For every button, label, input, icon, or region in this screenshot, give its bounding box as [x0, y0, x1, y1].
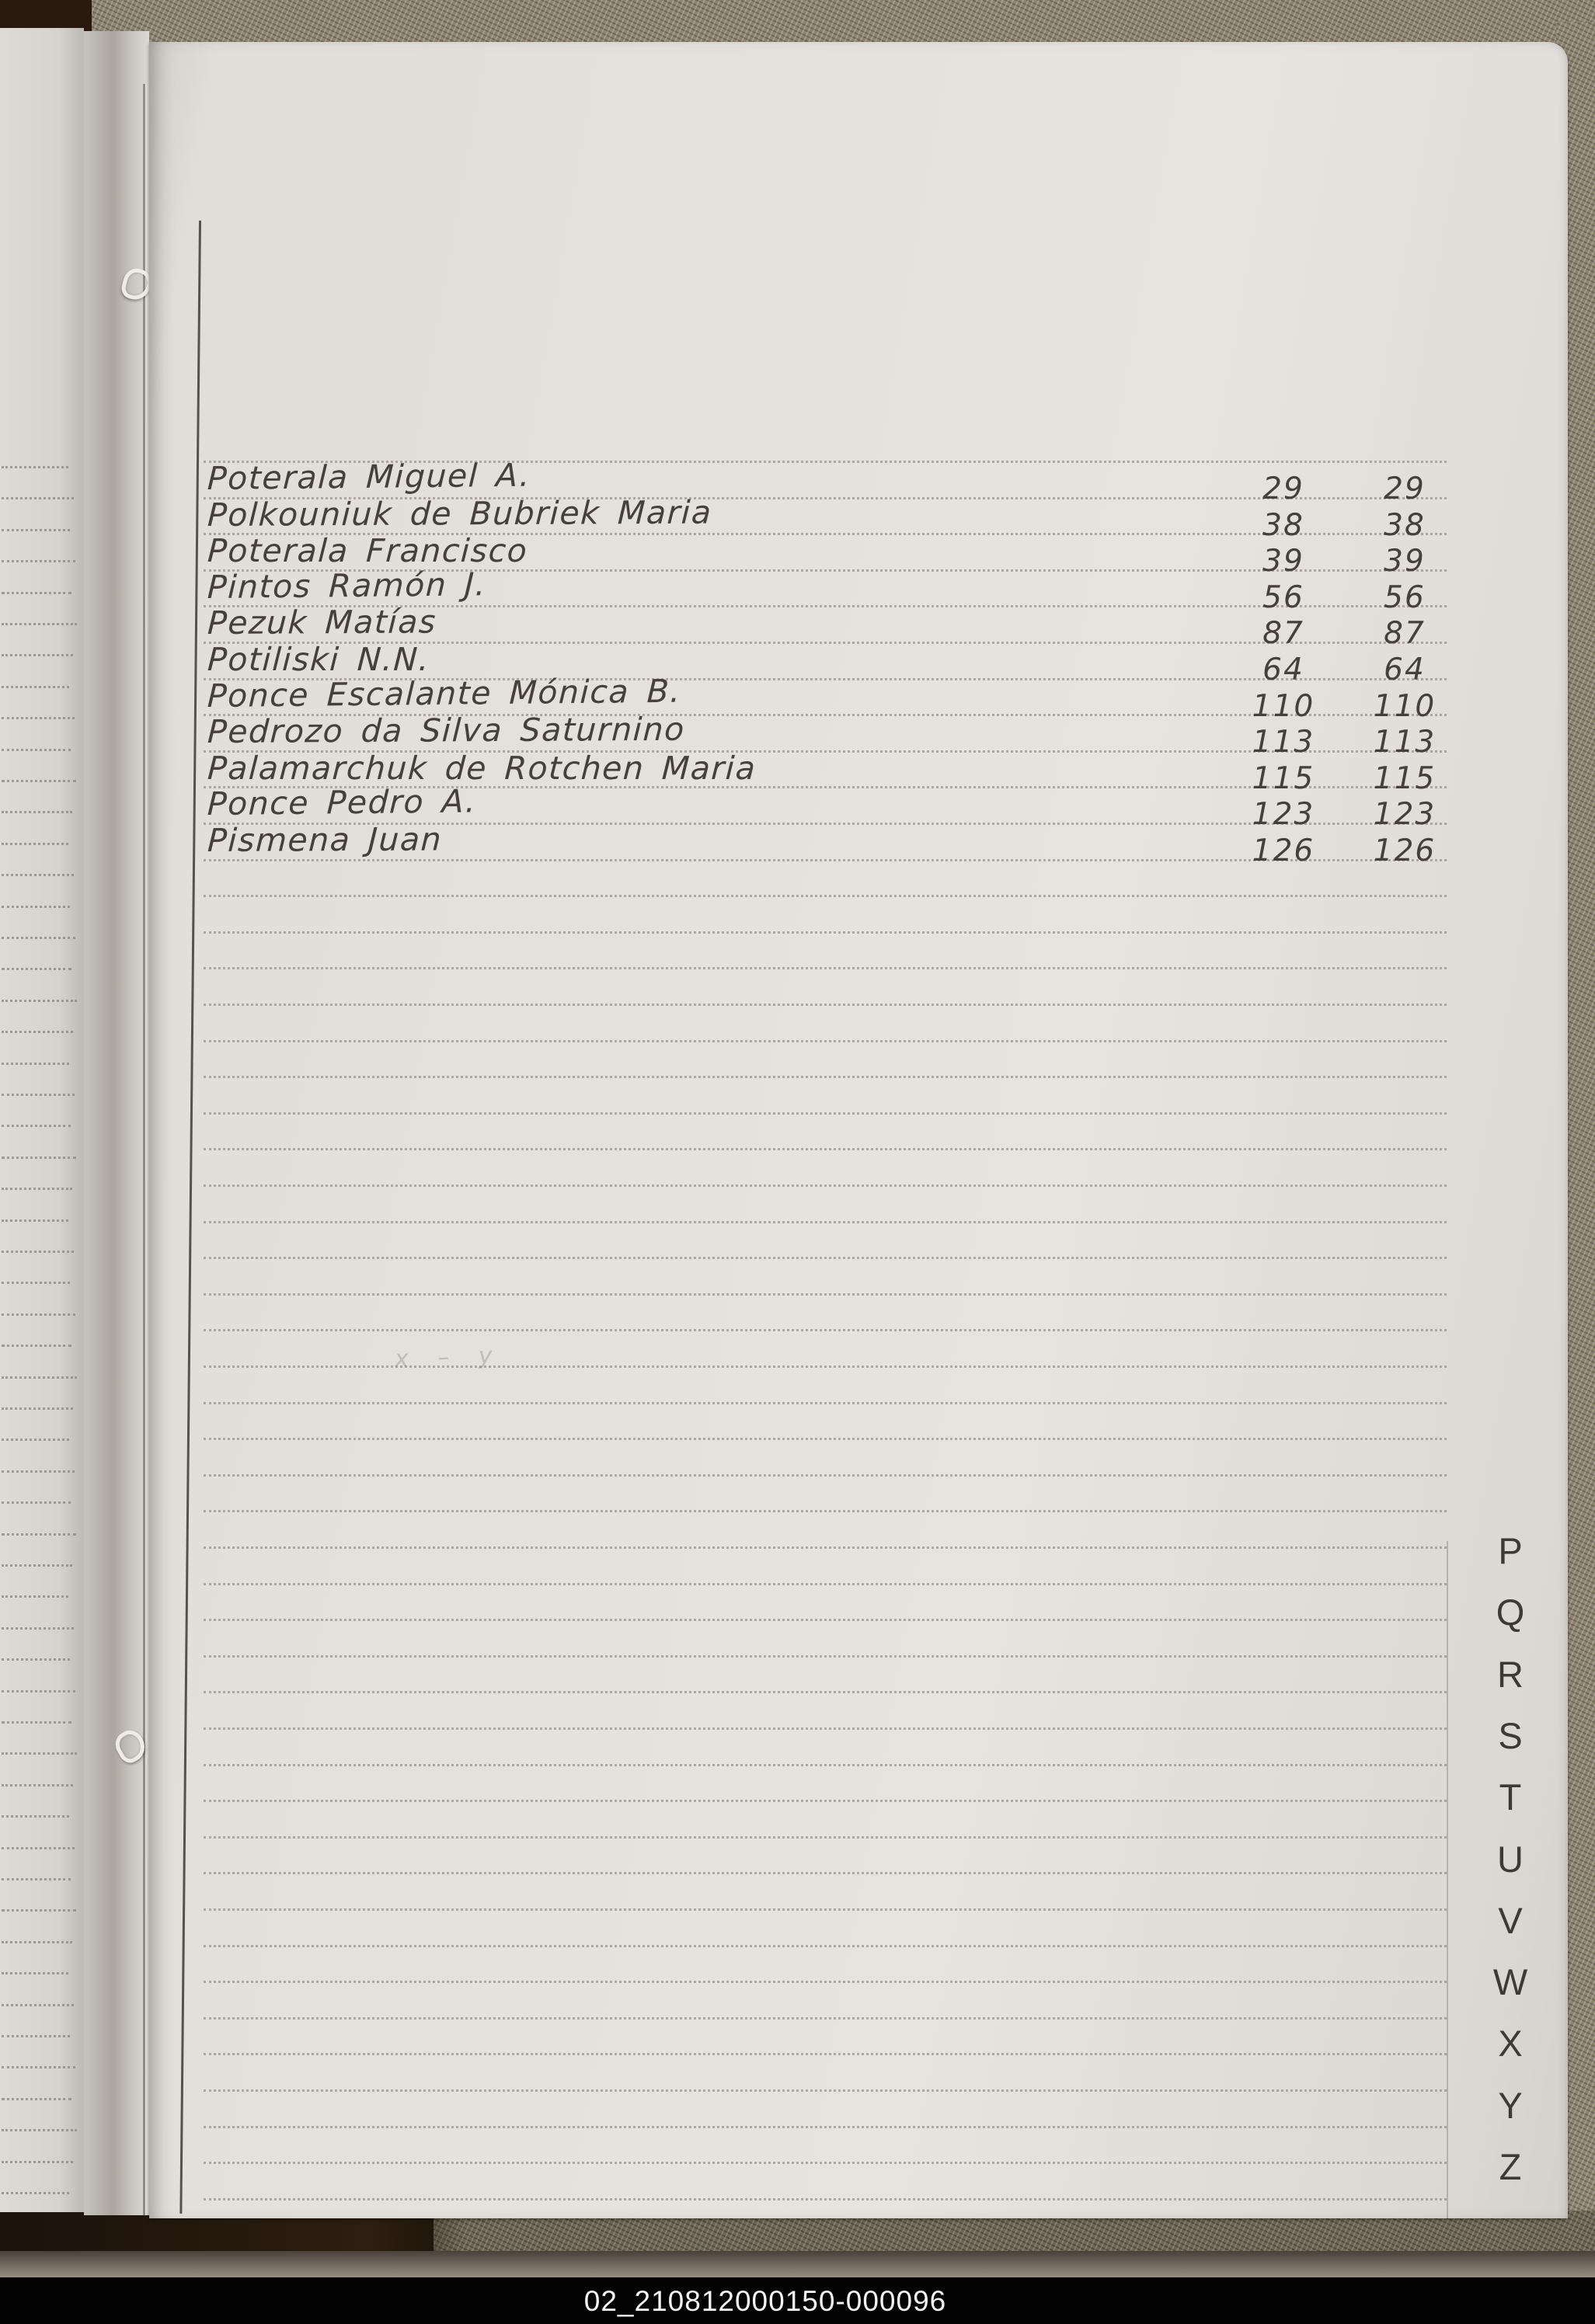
table-surface-band	[0, 2251, 1595, 2277]
ruled-line	[2, 1251, 74, 1253]
entry-page-number-col1: 29	[1262, 471, 1304, 506]
ruled-line	[2, 1219, 68, 1222]
ruled-line	[204, 1004, 1447, 1006]
ruled-line	[2, 1533, 76, 1536]
ruled-line	[204, 1329, 1447, 1331]
ruled-line	[2, 1752, 77, 1755]
ruled-line	[204, 1474, 1447, 1477]
ruled-line	[204, 1546, 1447, 1549]
entry-page-number-col2: 64	[1384, 652, 1426, 687]
index-entry-row	[0, 529, 1595, 579]
entry-page-number-col2: 113	[1373, 725, 1437, 760]
ruled-line	[2, 1627, 74, 1630]
ruled-line	[204, 1655, 1447, 1658]
entry-page-number-col1: 39	[1262, 544, 1304, 579]
ruled-line	[204, 2053, 1447, 2055]
index-entry-row	[0, 782, 1595, 833]
ruled-line	[204, 1148, 1447, 1150]
ruled-line	[204, 1438, 1447, 1440]
alpha-tab-letter-t: T	[1499, 1776, 1522, 1818]
ruled-line	[204, 1510, 1447, 1512]
alpha-tab-letter-w: W	[1492, 1961, 1528, 2003]
index-entry-row	[0, 565, 1595, 615]
ruled-line	[2, 2129, 77, 2131]
ruled-line	[2, 1878, 71, 1880]
ruled-line	[204, 1691, 1447, 1693]
ruled-line	[2, 937, 75, 939]
ruled-line	[2, 1376, 77, 1379]
entry-name-text: Pezuk Matías	[207, 603, 438, 642]
entry-name-text: Polkouniuk de Bubriek Maria	[207, 493, 713, 534]
ruled-line	[2, 1407, 73, 1410]
ruled-line	[204, 2089, 1447, 2092]
entry-page-number-col2: 39	[1384, 544, 1426, 579]
ruled-line	[204, 1908, 1447, 1911]
left-page-edge	[0, 28, 84, 2212]
ruled-line	[204, 2198, 1447, 2200]
ruled-line	[2, 2161, 73, 2163]
alpha-tab-letter-p: P	[1498, 1530, 1523, 1571]
entry-page-number-col2: 87	[1384, 616, 1426, 652]
ruled-line	[204, 1112, 1447, 1115]
ruled-line	[2, 2004, 74, 2006]
entry-page-number-col2: 123	[1373, 797, 1437, 833]
index-entry-row	[0, 456, 1595, 506]
ruled-line	[2, 1125, 71, 1127]
ruled-line	[2, 1721, 71, 1724]
ruled-line	[204, 1583, 1447, 1585]
alpha-tab-letter-r: R	[1497, 1653, 1524, 1695]
alpha-tab-letter-q: Q	[1496, 1592, 1525, 1633]
alpha-tab-letter-s: S	[1498, 1714, 1523, 1756]
index-entry-row	[0, 493, 1595, 543]
entry-page-number-col1: 38	[1262, 507, 1304, 543]
ruled-line	[204, 895, 1447, 897]
book-gutter	[84, 31, 149, 2215]
ruled-line	[204, 1727, 1447, 1730]
alpha-tab-letter-u: U	[1497, 1838, 1524, 1880]
ruled-line	[2, 1564, 72, 1567]
index-entry-row	[0, 638, 1595, 687]
ruled-line	[2, 968, 71, 970]
ruled-line	[2, 1282, 70, 1284]
ruled-line	[2, 906, 70, 908]
ruled-line	[2, 1188, 72, 1190]
entry-page-number-col2: 115	[1373, 760, 1437, 796]
ruled-line	[2, 1815, 69, 1818]
entry-page-number-col1: 64	[1262, 652, 1304, 687]
ruled-line	[204, 1221, 1447, 1223]
ruled-line	[2, 1784, 73, 1786]
ruled-line	[2, 2066, 75, 2068]
ruled-line	[2, 1313, 75, 1316]
ruled-line	[204, 931, 1447, 934]
ruled-line	[2, 1000, 77, 1002]
ruled-line	[2, 1470, 75, 1473]
ruled-line	[204, 1945, 1447, 1947]
entry-page-number-col2: 38	[1384, 507, 1426, 543]
ruled-line	[2, 1658, 70, 1661]
scan-id-label: 02_210812000150-000096	[583, 2285, 947, 2317]
ruled-line	[2, 1847, 75, 1849]
index-entry-row	[0, 672, 1595, 724]
gutter-crease-line	[143, 84, 145, 2215]
ruled-line	[204, 1076, 1447, 1078]
ruled-line	[204, 1257, 1447, 1259]
ruled-line	[204, 1366, 1447, 1368]
entry-name-text: Palamarchuk de Rotchen Maria	[207, 749, 757, 787]
index-entry-row	[0, 710, 1595, 760]
ruled-line	[204, 1981, 1447, 1983]
alpha-tab-letter-x: X	[1498, 2023, 1523, 2065]
ruled-line	[2, 874, 74, 876]
ruled-line	[204, 2126, 1447, 2128]
entry-page-number-col2: 126	[1373, 833, 1437, 868]
alpha-tab-letter-y: Y	[1498, 2084, 1523, 2126]
entry-page-number-col1: 110	[1252, 688, 1315, 724]
entry-page-number-col2: 56	[1384, 579, 1426, 615]
ruled-line	[204, 1185, 1447, 1187]
ruled-line	[204, 1800, 1447, 1802]
ruled-line	[2, 1501, 71, 1504]
entry-page-number-col2: 110	[1373, 688, 1437, 724]
entry-name-text: Pintos Ramón J.	[207, 565, 488, 606]
ruled-line	[204, 1293, 1447, 1296]
ruled-line	[204, 1040, 1447, 1042]
ruled-line	[2, 1157, 76, 1159]
entry-name-text: Potiliski N.N.	[207, 641, 431, 678]
entry-page-number-col1: 123	[1252, 797, 1315, 833]
ruled-line	[204, 1872, 1447, 1874]
ruled-line	[2, 1595, 68, 1598]
entry-page-number-col1: 87	[1262, 616, 1304, 652]
ruled-line	[2, 1031, 73, 1033]
ruled-line	[2, 2192, 69, 2194]
index-entry-row	[0, 601, 1595, 652]
entry-page-number-col1: 115	[1252, 760, 1315, 796]
entry-name-text: Ponce Pedro A.	[207, 782, 478, 823]
tab-strip-crease	[1447, 1541, 1448, 2218]
ruled-line	[2, 1439, 69, 1441]
alpha-tab-letter-v: V	[1498, 1899, 1523, 1941]
faint-pencil-mark: x – y	[394, 1341, 504, 1373]
ruled-line	[2, 1063, 69, 1065]
entry-name-text: Pedrozo da Silva Saturnino	[207, 710, 686, 751]
alpha-tab-letter-z: Z	[1499, 2146, 1522, 2187]
entry-page-number-col1: 56	[1262, 579, 1304, 615]
right-page	[149, 42, 1568, 2218]
ruled-line	[2, 2035, 70, 2037]
entry-page-number-col1: 113	[1252, 725, 1315, 760]
ruled-line	[2, 1094, 75, 1096]
entry-page-number-col2: 29	[1384, 471, 1426, 506]
ruled-line	[204, 1836, 1447, 1839]
ruled-line	[2, 2098, 71, 2100]
ruled-line	[2, 1345, 71, 1347]
book-cover-fabric-top	[92, 0, 1595, 48]
entry-name-text: Poterala Miguel A.	[207, 456, 532, 497]
entry-name-text: Ponce Escalante Mónica B.	[207, 672, 682, 715]
index-entry-row	[0, 819, 1595, 868]
ruled-line	[204, 2162, 1447, 2164]
ruled-line	[204, 1764, 1447, 1766]
ruled-line	[2, 1972, 68, 1974]
ruled-line	[2, 1941, 72, 1943]
ruled-line	[204, 2017, 1447, 2020]
scan-footer-bar	[0, 2277, 1595, 2324]
entry-page-number-col1: 126	[1252, 833, 1315, 868]
ruled-line	[204, 1402, 1447, 1404]
index-entry-row	[0, 746, 1595, 796]
ruled-line	[2, 1909, 76, 1912]
ruled-line	[2, 1690, 75, 1693]
entry-name-text: Pismena Juan	[207, 820, 444, 859]
entry-name-text: Poterala Francisco	[207, 532, 529, 570]
ruled-line	[204, 1619, 1447, 1621]
ruled-line	[204, 967, 1447, 969]
